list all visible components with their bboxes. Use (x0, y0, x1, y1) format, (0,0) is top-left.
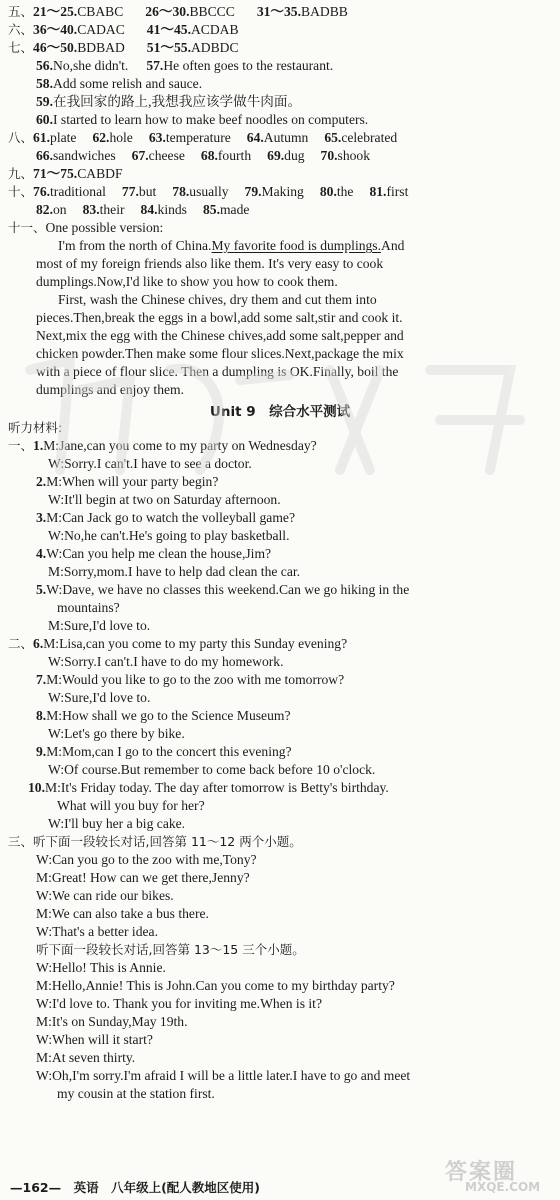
sentence-answer (36, 57, 560, 75)
item-answer: ACDAB (190, 22, 239, 37)
item-number: 36～40. (33, 22, 78, 37)
item-answer: usually (189, 184, 229, 199)
item-number: 8. (36, 708, 47, 723)
item-answer: dug (284, 148, 305, 163)
speaker-label: M: (36, 906, 52, 921)
dialogue-line (36, 977, 560, 995)
answer-row (8, 39, 560, 57)
watermark-url: MXQE.COM (465, 1180, 541, 1194)
dialogue-text: Hello,Annie! This is John.Can you come to my birthday party? (51, 978, 395, 993)
dialogue-line (48, 689, 560, 707)
item-number: 70. (320, 148, 338, 163)
dialogue-text: Mom,can I go to the concert this evening? (62, 744, 292, 759)
item-number: 67. (131, 148, 149, 163)
item-answer: their (99, 202, 125, 217)
item-answer: CABDF (77, 166, 123, 181)
essay-text: chicken powder.Then make some flour slices.Next,package the mix (36, 346, 404, 361)
item-answer: BBCCC (189, 4, 235, 19)
item-number: 85. (202, 202, 220, 217)
dialogue-line (48, 527, 560, 545)
speaker-label: W: (48, 492, 65, 507)
item-number: 31～35. (256, 4, 302, 19)
item-number: 83. (82, 202, 100, 217)
dialogue-text: Lisa,can you come to my party this Sunday evening? (59, 636, 348, 651)
dialogue-line (36, 959, 560, 977)
dialogue-line (48, 761, 560, 779)
watermark-text: 答案圈 (445, 1160, 518, 1185)
speaker-label: M: (46, 744, 63, 759)
dialogue-line (36, 1013, 560, 1031)
item-answer: CADAC (77, 22, 125, 37)
section-label: 七、 (8, 40, 34, 55)
dialogue-text: Sorry,mom.I have to help dad clean the car. (63, 564, 301, 579)
item-text: He often goes to the restaurant. (163, 58, 334, 73)
vocab-row (8, 183, 560, 201)
dialogue-line (28, 779, 560, 797)
section-label: 六、 (8, 22, 34, 37)
dialogue-text: I'd love to. Thank you for inviting me.When is it? (52, 996, 322, 1011)
item-number: 10. (28, 780, 45, 795)
essay-intro-text: One possible version: (45, 220, 164, 235)
dialogue-text: mountains? (57, 600, 120, 615)
instruction-text: 三、听下面一段较长对话,回答第 11～12 两个小题。 (8, 834, 302, 849)
item-number: 1. (33, 438, 44, 453)
dialogue-line (36, 887, 560, 905)
item-answer: ADBDC (190, 40, 239, 55)
dialogue-text: Sorry.I can't.I have to see a doctor. (64, 456, 252, 471)
item-answer: but (138, 184, 157, 199)
item-number: 64. (246, 130, 264, 145)
speaker-label: W: (48, 690, 65, 705)
sentence-answer (36, 111, 560, 129)
answer-row (8, 165, 560, 183)
dialogue-line (36, 1049, 560, 1067)
dialogue-text: We can also take a bus there. (51, 906, 209, 921)
speaker-label: W: (36, 888, 53, 903)
item-answer: Autumn (263, 130, 309, 145)
speaker-label: M: (48, 564, 64, 579)
item-number: 41～45. (146, 22, 191, 37)
essay-text: dumplings and enjoy them. (36, 382, 185, 397)
item-number: 26～30. (145, 4, 190, 19)
item-answer: BDBAD (77, 40, 125, 55)
speaker-label: M: (36, 978, 52, 993)
dialogue-line (36, 1067, 560, 1085)
speaker-label: M: (46, 474, 63, 489)
essay-text: And (381, 238, 405, 253)
section-label: 五、 (8, 4, 34, 19)
item-number: 2. (36, 474, 47, 489)
essay-line (36, 255, 560, 273)
item-number: 82. (36, 202, 53, 217)
dialogue-text: Can you go to the zoo with me,Tony? (52, 852, 257, 867)
speaker-label: W: (36, 852, 53, 867)
dialogue-continuation (57, 797, 560, 815)
section-label: 八、 (8, 130, 34, 145)
item-answer: BADBB (301, 4, 348, 19)
listening-header-text: 听力材料: (8, 420, 63, 435)
essay-text: Next,mix the egg with the Chinese chives,add some salt,pepper and (36, 328, 404, 343)
dialogue-line (36, 851, 560, 869)
essay-text: dumplings.Now,I'd like to show you how to cook them. (36, 274, 338, 289)
dialogue-text: It's Friday today. The day after tomorrow is Betty's birthday. (60, 780, 389, 795)
dialogue-text: It'll begin at two on Saturday afternoon. (64, 492, 281, 507)
dialogue-text: When will your party begin? (62, 474, 219, 489)
essay-line (36, 309, 560, 327)
item-number: 51～55. (146, 40, 191, 55)
item-number: 63. (148, 130, 166, 145)
dialogue-text: Sure,I'd love to. (64, 690, 151, 705)
item-number: 3. (36, 510, 47, 525)
item-number: 65. (324, 130, 342, 145)
item-answer: plate (50, 130, 77, 145)
speaker-label: M: (46, 708, 63, 723)
item-number: 56. (36, 58, 53, 73)
item-number: 62. (92, 130, 110, 145)
speaker-label: W: (46, 546, 63, 561)
speaker-label: W: (48, 816, 65, 831)
dialogue-line (36, 869, 560, 887)
page-footer: —162— 英语 八年级上(配人教地区使用) (10, 1180, 261, 1195)
section-instruction (36, 941, 560, 959)
essay-line (36, 273, 560, 291)
speaker-label: M: (36, 870, 52, 885)
dialogue-text: Of course.But remember to come back before 10 o'clock. (64, 762, 376, 777)
item-answer: sandwiches (53, 148, 116, 163)
section-instruction (8, 833, 560, 851)
speaker-label: W: (48, 726, 65, 741)
section-label: 十、 (8, 184, 34, 199)
vocab-row (36, 147, 560, 165)
essay-text: First, wash the Chinese chives, dry them and cut them into (58, 292, 377, 307)
essay-text: pieces.Then,break the eggs in a bowl,add some salt,stir and cook it. (36, 310, 403, 325)
item-text: I started to learn how to make beef noodles on computers. (53, 112, 369, 127)
dialogue-text: Can Jack go to watch the volleyball game? (62, 510, 295, 525)
speaker-label: W: (48, 528, 65, 543)
item-text: 在我回家的路上,我想我应该学做牛肉面。 (53, 94, 302, 109)
item-answer: CBABC (77, 4, 124, 19)
dialogue-line (36, 671, 560, 689)
item-answer: kinds (157, 202, 187, 217)
speaker-label: M: (48, 618, 64, 633)
dialogue-text: I'll buy her a big cake. (64, 816, 186, 831)
background-watermark (10, 330, 550, 495)
item-answer: traditional (50, 184, 106, 199)
item-number: 7. (36, 672, 47, 687)
item-number: 79. (244, 184, 262, 199)
unit-title: Unit 9 综合水平测试 (209, 404, 351, 420)
dialogue-text: We can ride our bikes. (52, 888, 174, 903)
dialogue-line (36, 905, 560, 923)
item-number: 69. (267, 148, 285, 163)
item-number: 4. (36, 546, 47, 561)
sentence-answer (36, 75, 560, 93)
item-number: 60. (36, 112, 53, 127)
section-label: 九、 (8, 166, 34, 181)
dialogue-line (36, 743, 560, 761)
dialogue-line (48, 725, 560, 743)
item-text: Add some relish and sauce. (53, 76, 203, 91)
item-number: 71～75. (33, 166, 78, 181)
speaker-label: W: (48, 762, 65, 777)
item-answer: fourth (217, 148, 252, 163)
item-number: 9. (36, 744, 47, 759)
speaker-label: W: (36, 924, 53, 939)
item-number: 76. (33, 184, 51, 199)
dialogue-text: That's a better idea. (52, 924, 158, 939)
item-number: 78. (172, 184, 190, 199)
item-answer: made (219, 202, 250, 217)
section-label: 二、 (8, 636, 34, 651)
dialogue-text: It's on Sunday,May 19th. (51, 1014, 188, 1029)
dialogue-line (36, 509, 560, 527)
dialogue-continuation (57, 599, 560, 617)
item-number: 80. (319, 184, 337, 199)
site-watermark (445, 1155, 555, 1197)
speaker-label: W: (48, 654, 65, 669)
answer-row (8, 21, 560, 39)
dialogue-text: What will you buy for her? (57, 798, 205, 813)
dialogue-continuation (57, 1085, 560, 1103)
item-number: 46～50. (33, 40, 78, 55)
item-number: 61. (33, 130, 51, 145)
dialogue-line (48, 815, 560, 833)
item-number: 5. (36, 582, 47, 597)
speaker-label: M: (43, 438, 60, 453)
item-answer: on (53, 202, 67, 217)
item-answer: shook (337, 148, 371, 163)
essay-underlined-text: My favorite food is dumplings. (211, 238, 381, 253)
dialogue-text: Great! How can we get there,Jenny? (51, 870, 250, 885)
item-number: 66. (36, 148, 53, 163)
dialogue-line (36, 995, 560, 1013)
item-number: 6. (33, 636, 44, 651)
dialogue-text: Would you like to go to the zoo with me tomorrow? (62, 672, 345, 687)
essay-text: most of my foreign friends also like them. It's very easy to cook (36, 256, 384, 271)
item-answer: celebrated (341, 130, 398, 145)
item-number: 68. (200, 148, 218, 163)
speaker-label: W: (46, 582, 63, 597)
dialogue-line (48, 563, 560, 581)
dialogue-text: When will it start? (52, 1032, 153, 1047)
answer-row (8, 3, 560, 21)
dialogue-text: How shall we go to the Science Museum? (62, 708, 291, 723)
speaker-label: W: (48, 456, 65, 471)
dialogue-text: Can you help me clean the house,Jim? (62, 546, 272, 561)
dialogue-text: No,he can't.He's going to play basketball. (64, 528, 290, 543)
dialogue-text: Sorry.I can't.I have to do my homework. (64, 654, 284, 669)
dialogue-line (48, 617, 560, 635)
dialogue-line (48, 653, 560, 671)
item-text: No,she didn't. (53, 58, 129, 73)
dialogue-line (8, 635, 560, 653)
dialogue-text: my cousin at the station first. (57, 1086, 215, 1101)
dialogue-text: Sure,I'd love to. (63, 618, 151, 633)
speaker-label: M: (36, 1050, 52, 1065)
item-answer: first (386, 184, 409, 199)
item-number: 77. (121, 184, 139, 199)
item-number: 84. (140, 202, 158, 217)
dialogue-text: Dave, we have no classes this weekend.Can we go hiking in the (62, 582, 410, 597)
item-answer: the (336, 184, 354, 199)
dialogue-text: At seven thirty. (51, 1050, 136, 1065)
dialogue-text: Jane,can you come to my party on Wednesday? (59, 438, 317, 453)
essay-intro (8, 219, 560, 237)
speaker-label: W: (36, 1068, 53, 1083)
essay-line (58, 237, 560, 255)
dialogue-text: Oh,I'm sorry.I'm afraid I will be a little later.I have to go and meet (52, 1068, 411, 1083)
item-answer: cheese (148, 148, 185, 163)
section-label: 一、 (8, 438, 34, 453)
essay-text: I'm from the north of China. (58, 238, 212, 253)
item-answer: temperature (165, 130, 231, 145)
dialogue-text: Let's go there by bike. (64, 726, 185, 741)
dialogue-line (36, 545, 560, 563)
speaker-label: M: (43, 636, 60, 651)
sentence-answer (36, 93, 560, 111)
speaker-label: M: (45, 780, 61, 795)
item-number: 81. (369, 184, 387, 199)
dialogue-line (36, 1031, 560, 1049)
speaker-label: M: (46, 510, 63, 525)
item-number: 58. (36, 76, 53, 91)
speaker-label: W: (36, 1032, 53, 1047)
essay-line (58, 291, 560, 309)
section-label: 十一、 (8, 220, 46, 235)
item-answer: hole (109, 130, 133, 145)
instruction-text: 听下面一段较长对话,回答第 13～15 三个小题。 (36, 942, 305, 957)
item-answer: Making (261, 184, 304, 199)
speaker-label: M: (46, 672, 63, 687)
dialogue-line (36, 707, 560, 725)
dialogue-text: Hello! This is Annie. (52, 960, 166, 975)
vocab-row (8, 129, 560, 147)
dialogue-line (36, 923, 560, 941)
speaker-label: M: (36, 1014, 52, 1029)
essay-text: with a piece of flour slice. Then a dumpling is OK.Finally, boil the (36, 364, 399, 379)
item-number: 21～25. (33, 4, 78, 19)
ghost-lettering-graphic (10, 330, 550, 490)
vocab-row (36, 201, 560, 219)
dialogue-line (36, 581, 560, 599)
item-number: 57. (146, 58, 164, 73)
item-number: 59. (36, 94, 53, 109)
speaker-label: W: (36, 996, 53, 1011)
speaker-label: W: (36, 960, 53, 975)
